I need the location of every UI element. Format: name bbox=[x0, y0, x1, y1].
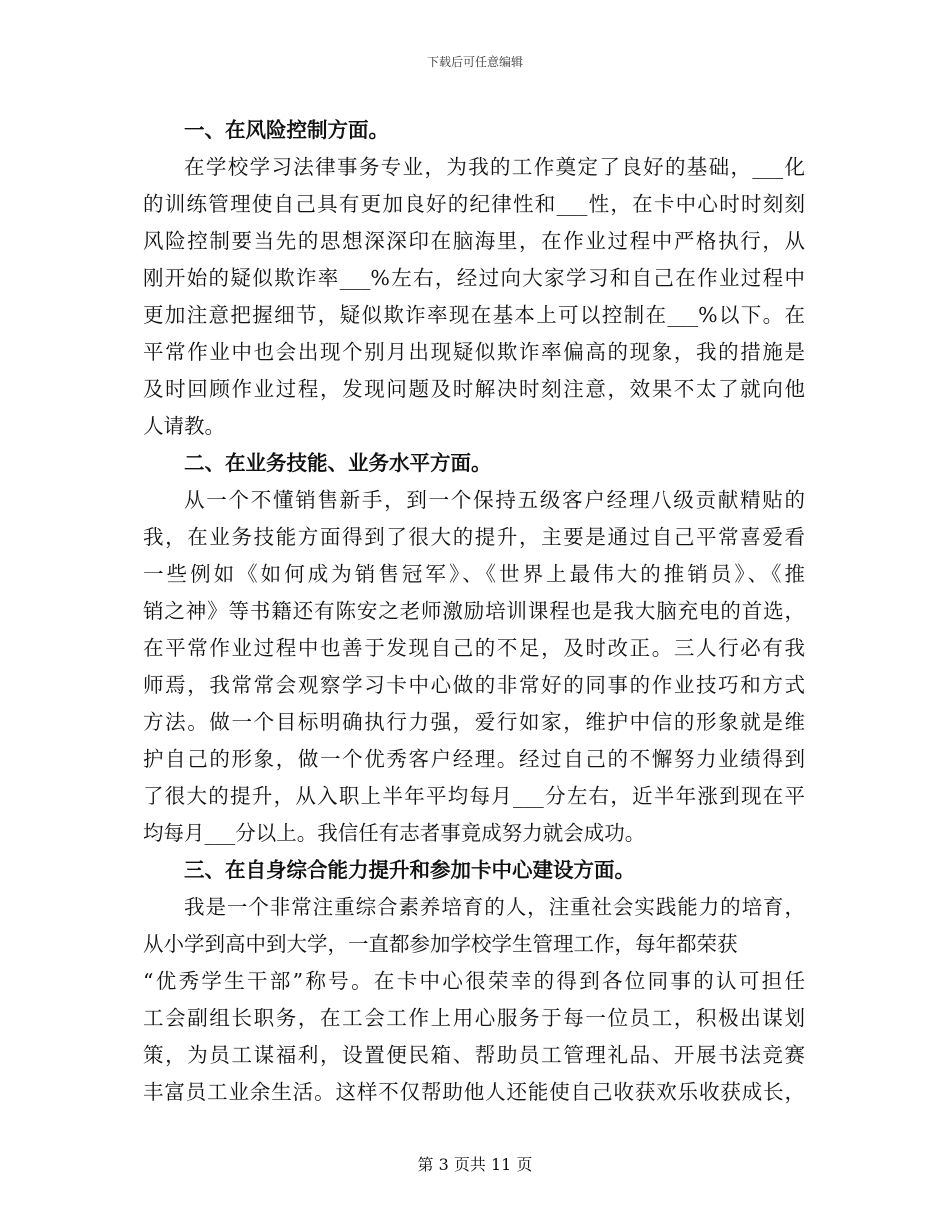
document-body bbox=[143, 112, 805, 1111]
paragraph-line: 我是一个非常注重综合素养培育的人，注重社会实践能力的培育， bbox=[184, 895, 805, 919]
paragraph-line: 风险控制要当先的思想深深印在脑海里，在作业过程中严格执行，从 bbox=[143, 229, 805, 253]
section-heading: 二、在业务技能、业务水平方面。 bbox=[184, 451, 492, 475]
paragraph-line: 的训练管理使自己具有更加良好的纪律性和___性，在卡中心时时刻刻 bbox=[143, 192, 805, 216]
paragraph-line: 销之神》等书籍还有陈安之老师激励培训课程也是我大脑充电的首选， bbox=[143, 599, 805, 623]
paragraph-line: 护自己的形象，做一个优秀客户经理。经过自己的不懈努力业绩得到 bbox=[143, 747, 805, 771]
section-heading: 三、在自身综合能力提升和参加卡中心建设方面。 bbox=[184, 858, 635, 882]
page-number: 第 3 页共 11 页 bbox=[417, 1155, 533, 1174]
paragraph-line: “优秀学生干部”称号。在卡中心很荣幸的得到各位同事的认可担任 bbox=[143, 969, 805, 993]
paragraph-line: 及时回顾作业过程，发现问题及时解决时刻注意，效果不太了就向他 bbox=[143, 377, 805, 401]
paragraph-line: 在平常作业过程中也善于发现自己的不足，及时改正。三人行必有我 bbox=[143, 636, 805, 660]
paragraph-line: 人请教。 bbox=[143, 414, 225, 438]
paragraph-line: 在学校学习法律事务专业，为我的工作奠定了良好的基础，___化 bbox=[184, 155, 805, 179]
paragraph-line: 从小学到高中到大学，一直都参加学校学生管理工作，每年都荣获 bbox=[143, 932, 738, 956]
paragraph-line: 方法。做一个目标明确执行力强，爱行如家，维护中信的形象就是维 bbox=[143, 710, 805, 734]
paragraph-line: 了很大的提升，从入职上半年平均每月___分左右，近半年涨到现在平 bbox=[143, 784, 805, 808]
paragraph-line: 均每月___分以上。我信任有志者事竟成努力就会成功。 bbox=[143, 821, 646, 845]
paragraph-line: 从一个不懂销售新手，到一个保持五级客户经理八级贡献精贴的 bbox=[184, 488, 805, 512]
paragraph-line: 工会副组长职务，在工会工作上用心服务于每一位员工，积极出谋划 bbox=[143, 1006, 805, 1030]
paragraph-line: 平常作业中也会出现个别月出现疑似欺诈率偏高的现象，我的措施是 bbox=[143, 340, 805, 364]
paragraph-line: 师焉，我常常会观察学习卡中心做的非常好的同事的作业技巧和方式 bbox=[143, 673, 805, 697]
paragraph-line: 刚开始的疑似欺诈率___%左右，经过向大家学习和自己在作业过程中 bbox=[143, 266, 805, 290]
page-header: 下载后可任意编辑 bbox=[426, 55, 523, 69]
paragraph-line: 策，为员工谋福利，设置便民箱、帮助员工管理礼品、开展书法竞赛 bbox=[143, 1043, 805, 1067]
paragraph-line: 一些例如《如何成为销售冠军》、《世界上最伟大的推销员》、《推 bbox=[143, 562, 805, 586]
paragraph-line: 更加注意把握细节，疑似欺诈率现在基本上可以控制在___%以下。在 bbox=[143, 303, 805, 327]
section-heading: 一、在风险控制方面。 bbox=[184, 118, 389, 142]
paragraph-line: 丰富员工业余生活。这样不仅帮助他人还能使自己收获欢乐收获成长， bbox=[143, 1080, 805, 1104]
paragraph-line: 我，在业务技能方面得到了很大的提升，主要是通过自己平常喜爱看 bbox=[143, 525, 805, 549]
